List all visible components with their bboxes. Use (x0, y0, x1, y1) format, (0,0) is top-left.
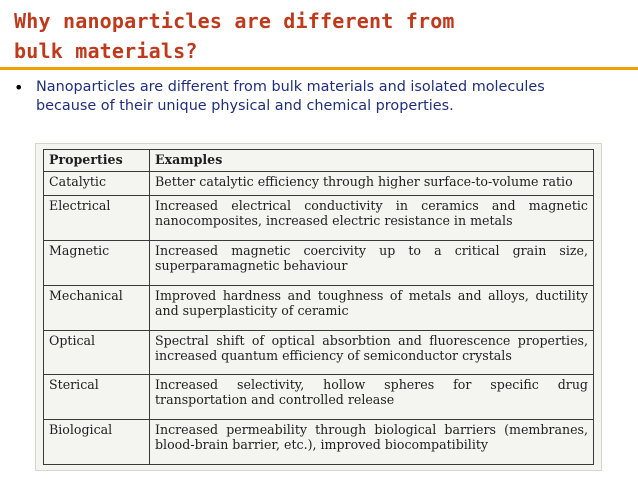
table-header-row (44, 150, 594, 172)
table-row (44, 375, 594, 420)
example-cell: Improved hardness and toughness of metals and alloys, ductility and superplasticity of ceramic (150, 285, 594, 330)
title-divider (0, 67, 638, 70)
example-cell: Better catalytic efficiency through higher surface-to-volume ratio (150, 172, 594, 196)
property-cell: Catalytic (44, 172, 150, 196)
table-row (44, 241, 594, 286)
property-cell: Sterical (44, 375, 150, 420)
header-examples: Examples (150, 150, 594, 172)
bullet-icon: • (14, 78, 24, 97)
example-cell: Increased selectivity, hollow spheres for specific drug transportation and controlled release (150, 375, 594, 420)
properties-table (43, 149, 594, 465)
header-properties: Properties (44, 150, 150, 172)
table-row (44, 172, 594, 196)
title-line-2: bulk materials? (14, 39, 198, 63)
slide-title (14, 6, 614, 66)
example-cell: Increased electrical conductivity in ceramics and magnetic nanocomposites, increased electric resistance in metals (150, 196, 594, 241)
property-cell: Mechanical (44, 285, 150, 330)
properties-table-image (35, 143, 602, 471)
table-row (44, 420, 594, 465)
bullet-text: Nanoparticles are different from bulk materials and isolated molecules because of their unique physical and chemical properties. (36, 79, 545, 114)
example-cell: Spectral shift of optical absorbtion and fluorescence properties, increased quantum efficiency of semiconductor crystals (150, 330, 594, 375)
table-row (44, 285, 594, 330)
property-cell: Electrical (44, 196, 150, 241)
example-cell: Increased magnetic coercivity up to a critical grain size, superparamagnetic behaviour (150, 241, 594, 286)
title-line-1: Why nanoparticles are different from (14, 9, 455, 33)
table-row (44, 196, 594, 241)
example-cell: Increased permeability through biological barriers (membranes, blood-brain barrier, etc.), improved biocompatibility (150, 420, 594, 465)
property-cell: Optical (44, 330, 150, 375)
property-cell: Magnetic (44, 241, 150, 286)
property-cell: Biological (44, 420, 150, 465)
table-row (44, 330, 594, 375)
